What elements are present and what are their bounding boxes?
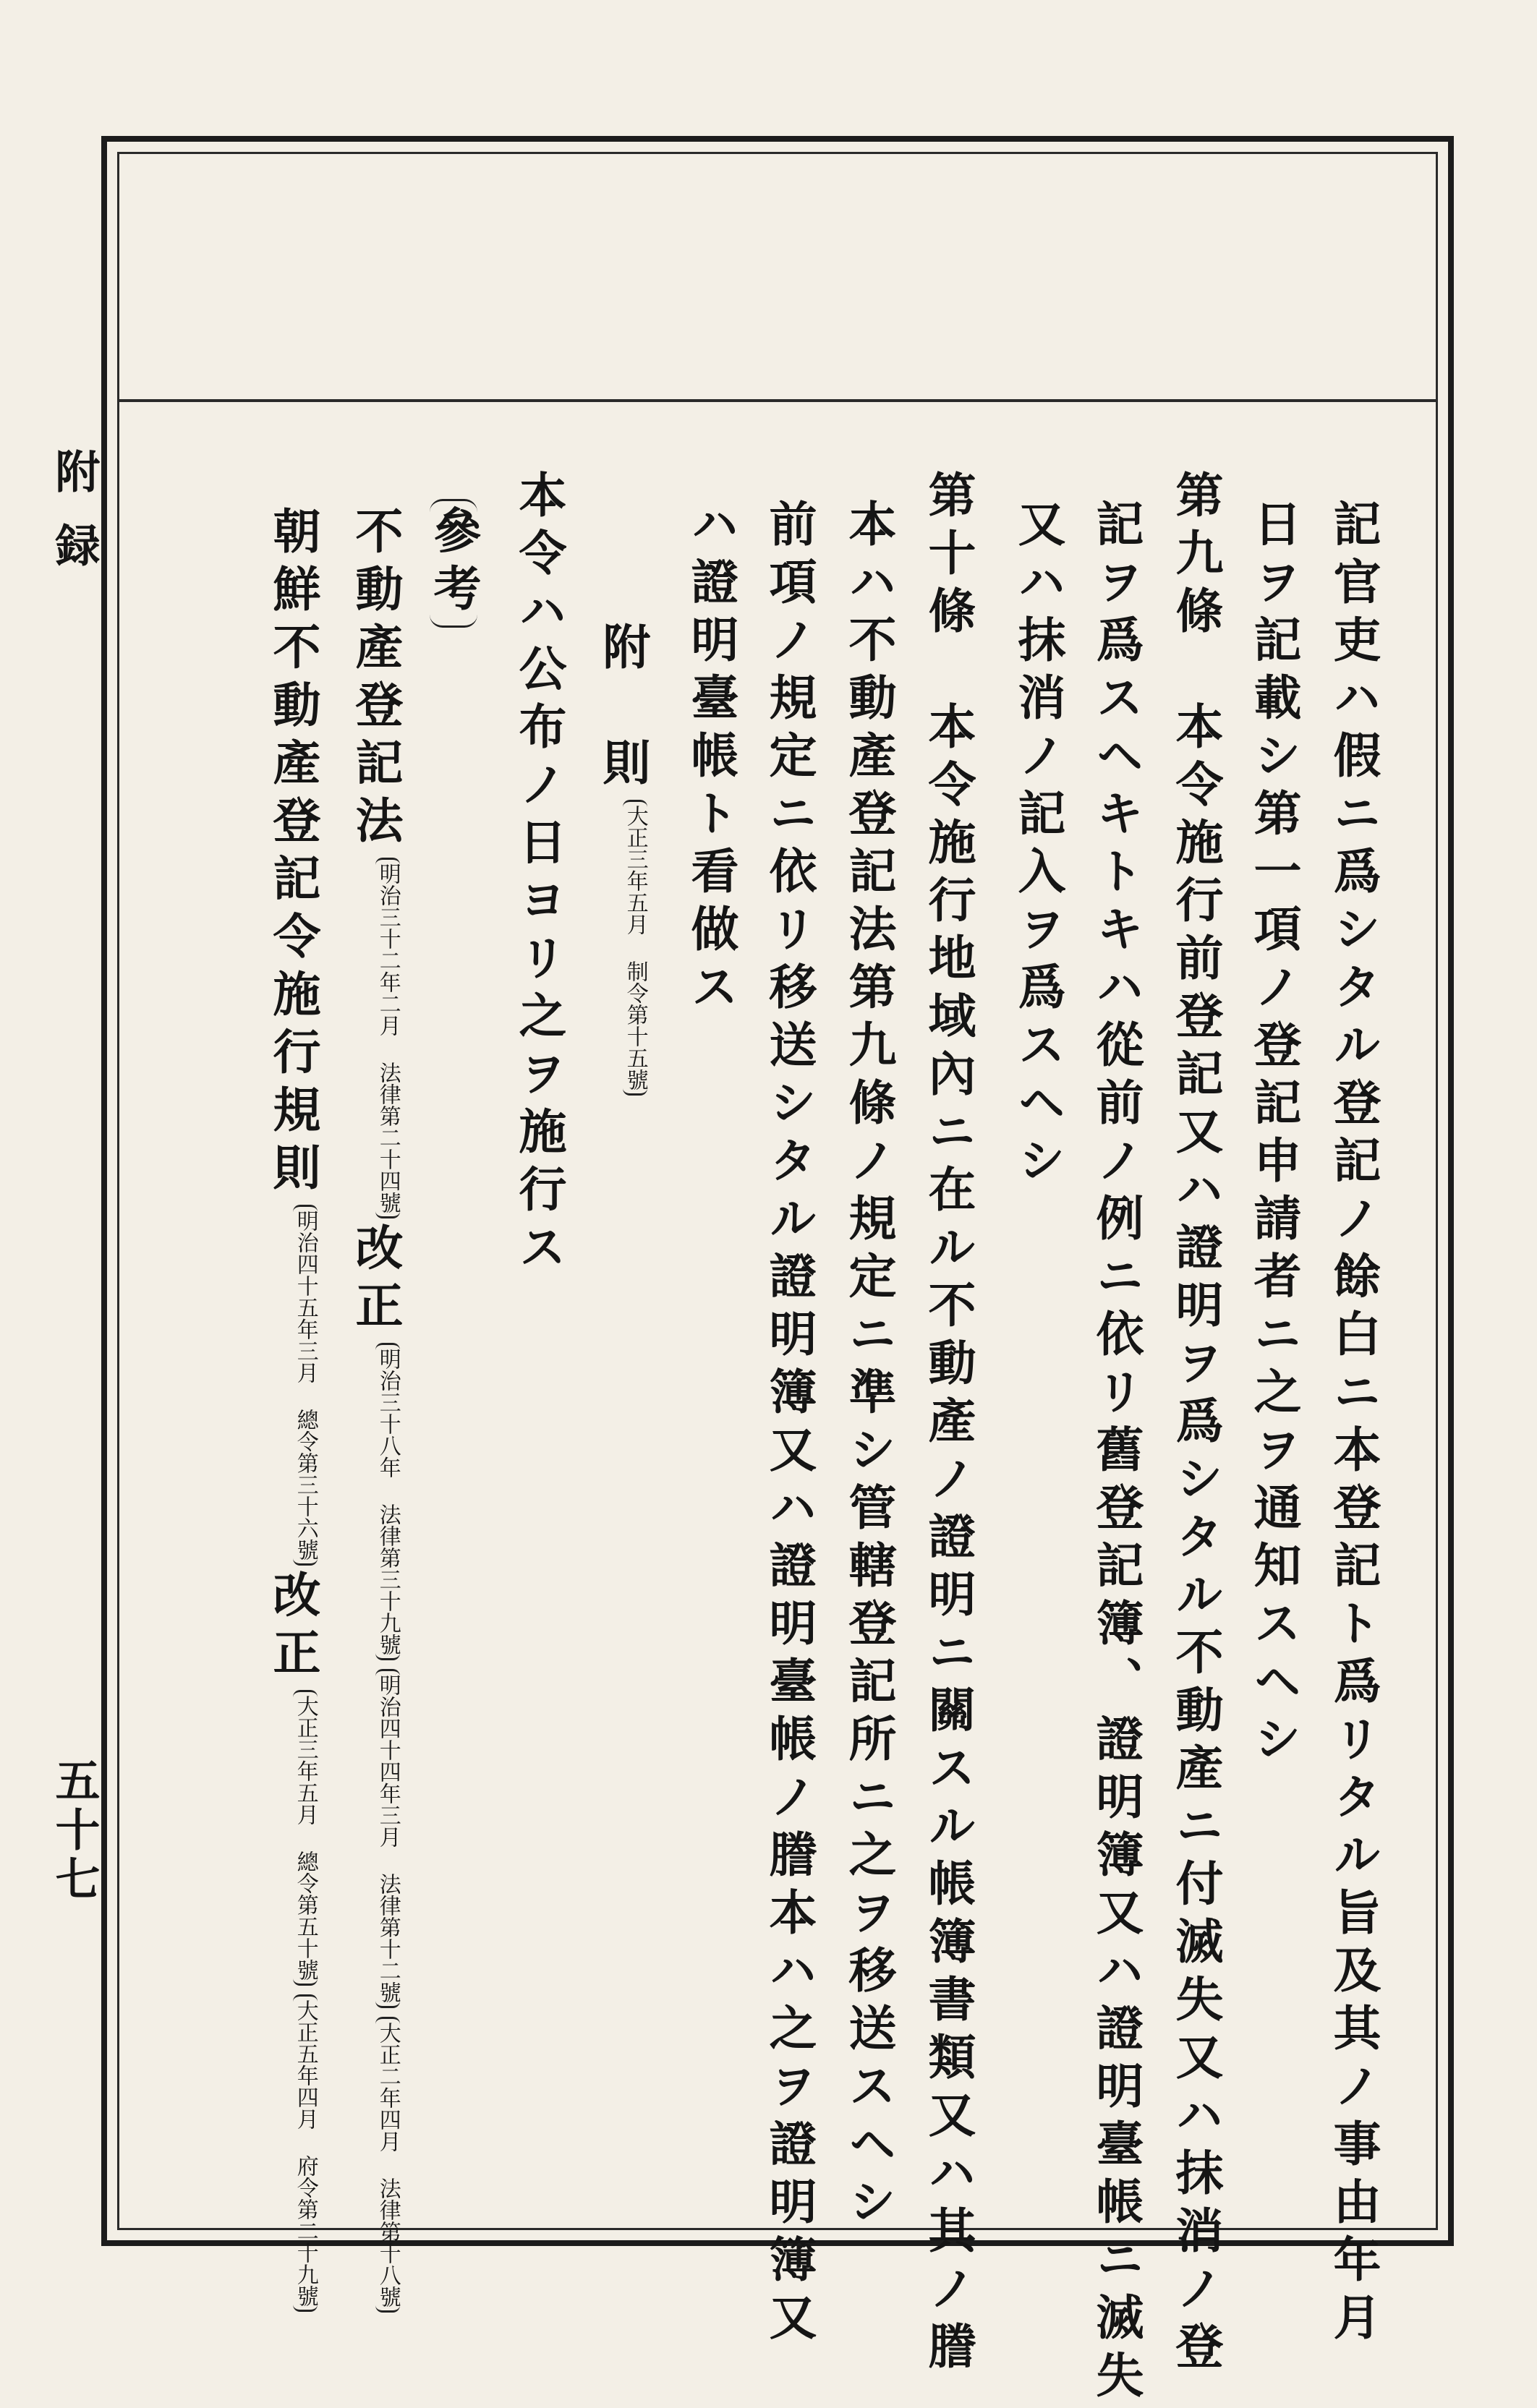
reference-line-2	[265, 506, 321, 2316]
header-rule	[117, 399, 1438, 402]
regulation-note-2: 大正三年五月 總令第五十號	[293, 1690, 318, 1986]
text-column-5: 又ハ抹消ノ記入ヲ爲スヘシ	[1010, 499, 1066, 1193]
supplementary-provisions	[595, 622, 651, 1100]
supplementary-note: 大正三年五月 制令第十五號	[623, 800, 647, 1096]
page-number: 五十七	[48, 1757, 101, 1905]
text-column-2: 日ヲ記載シ第一項ノ登記申請者ニ之ヲ通知スヘシ	[1246, 499, 1302, 1772]
text-column-3-article-9: 第九條 本令施行前登記又ハ證明ヲ爲シタル不動產ニ付滅失又ハ抹消ノ登	[1167, 470, 1224, 2379]
law-note-4: 大正二年四月 法律第十八號	[375, 2017, 400, 2313]
law-note-1: 明治三十二年二月 法律第二十四號	[375, 858, 400, 1218]
text-column-1: 記官吏ハ假ニ爲シタル登記ノ餘白ニ本登記ト爲リタル旨及其ノ事由年月	[1325, 499, 1381, 2350]
reference-line-1	[347, 506, 404, 2317]
law-name: 不動產登記法	[347, 506, 404, 853]
text-column-6-article-10: 第十條 本令施行地域內ニ在ル不動產ノ證明ニ關スル帳簿書類又ハ其ノ謄	[920, 470, 976, 2379]
revision-label-2: 改正	[265, 1570, 321, 1686]
regulation-name: 朝鮮不動產登記令施行規則	[265, 506, 321, 1200]
reference-heading	[425, 499, 482, 628]
regulation-note-3: 大正五年四月 府令第二十九號	[293, 1994, 318, 2312]
reference-label: 參考	[430, 499, 477, 628]
text-column-8: 前項ノ規定ニ依リ移送シタル證明簿又ハ證明臺帳ノ謄本ハ之ヲ證明簿又	[761, 499, 817, 2350]
text-column-7: 本ハ不動產登記法第九條ノ規定ニ準シ管轄登記所ニ之ヲ移送スヘシ	[840, 499, 897, 2234]
section-label: 附録	[48, 448, 101, 596]
regulation-note-1: 明治四十五年三月 總令第三十六號	[293, 1205, 318, 1566]
supplementary-title: 附 則	[595, 622, 651, 795]
text-column-4: 記ヲ爲スヘキトキハ從前ノ例ニ依リ舊登記簿、證明簿又ハ證明臺帳ニ滅失	[1088, 499, 1144, 2408]
text-column-9: ハ證明臺帳ト看做ス	[683, 499, 739, 1020]
law-note-3: 明治四十四年三月 法律第十二號	[375, 1669, 400, 2008]
revision-label: 改正	[347, 1223, 404, 1339]
text-column-11: 本令ハ公布ノ日ヨリ之ヲ施行ス	[511, 470, 567, 1280]
law-note-2: 明治三十八年 法律第三十九號	[375, 1343, 400, 1660]
